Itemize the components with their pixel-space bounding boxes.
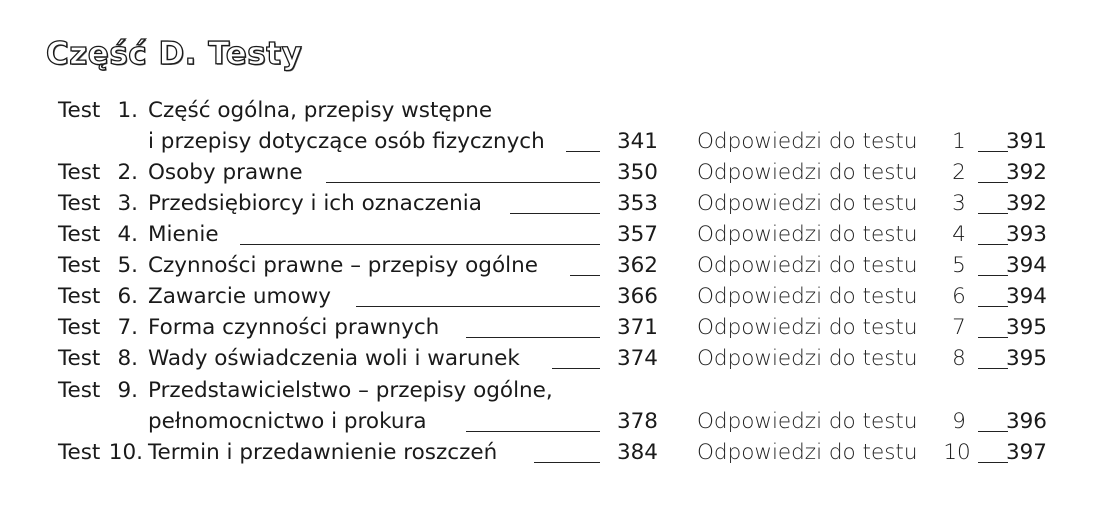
toc-entry (0, 282, 1096, 312)
test-title-continued: pełnomocnictwo i prokura (148, 409, 427, 434)
page-number: 362 (616, 253, 658, 278)
toc-entry (0, 438, 1096, 468)
toc-entry (0, 313, 1096, 343)
answers-label: Odpowiedzi do testu (697, 191, 918, 216)
toc-entry (0, 344, 1096, 374)
leader-line (566, 151, 600, 152)
toc-entry (0, 220, 1096, 250)
leader-line (356, 306, 600, 307)
test-number: 1. (117, 98, 138, 123)
test-number: 5. (117, 253, 138, 278)
answers-label: Odpowiedzi do testu (697, 346, 918, 371)
test-label: Test (58, 98, 101, 123)
answer-number: 4 (952, 222, 966, 247)
test-number: 3. (117, 191, 138, 216)
page-number: 384 (616, 440, 658, 465)
toc-entry (0, 127, 1096, 157)
test-title: Część ogólna, przepisy wstępne (148, 98, 493, 123)
test-title: Czynności prawne – przepisy ogólne (148, 253, 538, 278)
answers-label: Odpowiedzi do testu (697, 160, 918, 185)
answer-page-number: 391 (1005, 129, 1047, 154)
answer-page-number: 394 (1005, 284, 1047, 309)
page-number: 341 (616, 129, 658, 154)
answer-number: 1 (952, 129, 966, 154)
answer-page-number: 392 (1005, 160, 1047, 185)
test-number: 8. (117, 346, 138, 371)
test-label: Test (58, 191, 101, 216)
answer-number: 2 (952, 160, 966, 185)
test-number: 2. (117, 160, 138, 185)
answer-page-number: 395 (1005, 346, 1047, 371)
answer-number: 9 (952, 409, 966, 434)
answer-page-number: 395 (1005, 315, 1047, 340)
answer-page-number: 394 (1005, 253, 1047, 278)
leader-line (534, 462, 600, 463)
leader-line (240, 244, 600, 245)
answer-number: 10 (943, 440, 971, 465)
answers-label: Odpowiedzi do testu (697, 409, 918, 434)
test-title: Osoby prawne (148, 160, 303, 185)
leader-line (326, 182, 600, 183)
toc-entry (0, 251, 1096, 281)
answer-page-number: 393 (1005, 222, 1047, 247)
page-number: 374 (616, 346, 658, 371)
test-label: Test (58, 378, 101, 403)
answer-number: 8 (952, 346, 966, 371)
answers-label: Odpowiedzi do testu (697, 284, 918, 309)
answer-number: 5 (952, 253, 966, 278)
answers-label: Odpowiedzi do testu (697, 129, 918, 154)
answers-label: Odpowiedzi do testu (697, 222, 918, 247)
answer-number: 7 (952, 315, 966, 340)
test-title: Wady oświadczenia woli i warunek (148, 346, 520, 371)
test-title: Forma czynności prawnych (148, 315, 440, 340)
toc-entry-line1 (0, 96, 1096, 126)
answer-page-number: 397 (1005, 440, 1047, 465)
test-number: 9. (117, 378, 138, 403)
section-heading: Część D. Testy (46, 36, 303, 72)
test-title: Przedstawicielstwo – przepisy ogólne, (148, 378, 553, 403)
toc-entry (0, 189, 1096, 219)
answer-page-number: 396 (1005, 409, 1047, 434)
toc-entry (0, 158, 1096, 188)
page-number: 353 (616, 191, 658, 216)
page-number: 357 (616, 222, 658, 247)
test-number: 6. (117, 284, 138, 309)
answer-number: 6 (952, 284, 966, 309)
test-number: 10. (108, 440, 143, 465)
test-title: Przedsiębiorcy i ich oznaczenia (148, 191, 482, 216)
toc-entry (0, 407, 1096, 437)
test-title: Zawarcie umowy (148, 284, 331, 309)
test-title-continued: i przepisy dotyczące osób fizycznych (148, 129, 545, 154)
page-number: 371 (616, 315, 658, 340)
test-label: Test (58, 315, 101, 340)
page-number: 366 (616, 284, 658, 309)
test-number: 4. (117, 222, 138, 247)
test-title: Termin i przedawnienie roszczeń (148, 440, 498, 465)
leader-line (570, 275, 600, 276)
leader-line (466, 337, 600, 338)
answer-number: 3 (952, 191, 966, 216)
answers-label: Odpowiedzi do testu (697, 315, 918, 340)
answer-page-number: 392 (1005, 191, 1047, 216)
test-label: Test (58, 346, 101, 371)
page-number: 378 (616, 409, 658, 434)
toc-entry-line1 (0, 376, 1096, 406)
answers-label: Odpowiedzi do testu (697, 440, 918, 465)
test-title: Mienie (148, 222, 219, 247)
leader-line (466, 431, 600, 432)
test-number: 7. (117, 315, 138, 340)
answers-label: Odpowiedzi do testu (697, 253, 918, 278)
leader-line (510, 213, 600, 214)
test-label: Test (58, 284, 101, 309)
test-label: Test (58, 440, 101, 465)
test-label: Test (58, 222, 101, 247)
leader-line (552, 368, 600, 369)
page-number: 350 (616, 160, 658, 185)
test-label: Test (58, 160, 101, 185)
test-label: Test (58, 253, 101, 278)
